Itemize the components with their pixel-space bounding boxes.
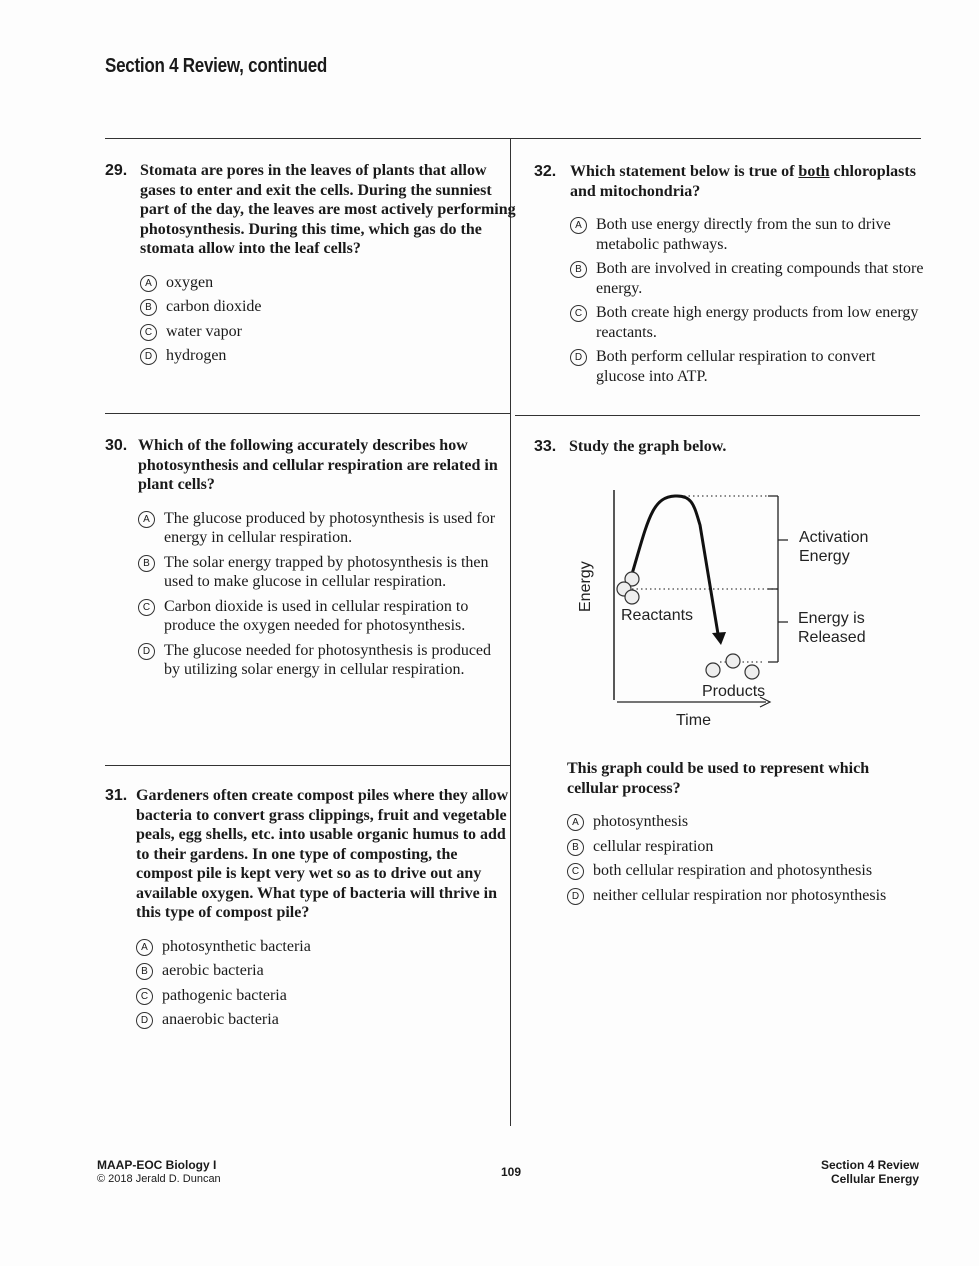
x-axis-label: Time [676,712,711,729]
option-letter: B [567,839,584,856]
option-text: cellular respiration [593,837,714,855]
option-letter: B [138,555,155,572]
question-text: This graph could be used to represent which cellular process? [567,760,870,797]
option-text: aerobic bacteria [162,962,264,979]
option-d[interactable] [567,886,912,906]
footer-left [97,1158,221,1186]
option-letter: A [140,275,157,292]
question-text-part: Which statement below is true of [570,163,799,180]
option-text: photosynthesis [593,813,689,830]
option-text: pathogenic bacteria [162,986,287,1004]
y-axis-label: Energy [577,561,594,612]
reactant-molecules-icon [617,572,639,604]
question-text: Which of the following accurately describes how photosynthesis and cellular respiration are related in plant cells? [138,437,498,493]
copyright: © 2018 Jerald D. Duncan [97,1173,221,1185]
option-letter: D [567,888,584,905]
question-text-part: chloroplasts and mitochondria? [570,163,916,200]
option-letter: C [136,988,153,1005]
page-number: 109 [501,1165,522,1179]
question-number: 31. [105,787,128,804]
question-text: Study the graph below. [569,438,727,455]
option-text: both cellular respiration and photosynthesis [593,862,873,879]
option-letter: C [570,305,587,322]
option-text: Both use energy directly from the sun to drive metabolic pathways. [596,216,891,253]
emphasized-word: both [798,163,830,180]
option-a[interactable] [567,812,912,832]
option-letter: C [567,863,584,880]
option-text: neither cellular respiration nor photosynthesis [593,886,887,904]
question-number: 32. [534,163,557,180]
question-text: Stomata are pores in the leaves of plants that allow gases to enter and exit the cells. During the sunniest part of the day, the leaves are most actively performing photosynthesis. During this time, which gas do the stomata allow into the leaf cells? [140,162,516,257]
option-c[interactable] [567,861,912,881]
option-letter: C [140,324,157,341]
option-text: The glucose produced by photosynthesis is used for energy in cellular respiration. [164,509,496,546]
book-title: MAAP-EOC Biology I [97,1158,217,1172]
page-title: Section 4 Review, continued [105,55,328,77]
option-b[interactable] [567,837,912,857]
option-letter: B [140,299,157,316]
activation-energy-label: Activation [799,529,869,546]
option-letter: A [136,939,153,956]
option-text: carbon dioxide [166,298,262,315]
option-letter: A [570,217,587,234]
option-text: Both perform cellular respiration to convert glucose into ATP. [596,348,876,385]
products-label: Products [702,683,766,700]
footer-right [821,1158,919,1186]
option-text: anaerobic bacteria [162,1011,279,1028]
option-letter: B [136,963,153,980]
option-text: water vapor [166,322,242,340]
option-letter: D [140,348,157,365]
option-letter: A [138,511,155,528]
option-text: photosynthetic bacteria [162,937,311,955]
question-text: Gardeners often create compost piles where they allow bacteria to convert grass clippings, fruit and vegetable peals, egg shells, etc. into usable organic humus to add to their gardens. In one type of composting, the compost pile is kept very wet so as to drive out any available oxygen. What type of bacteria will thrive in this type of compost pile? [136,787,509,921]
question-number: 33. [534,438,557,455]
energy-brackets [768,496,788,662]
option-text: Carbon dioxide is used in cellular respiration to produce the oxygen needed for photosynthesis. [164,597,469,634]
question-33-followup [567,759,912,910]
option-letter: D [570,349,587,366]
topic-name: Cellular Energy [830,1172,919,1186]
section-name: Section 4 Review [820,1158,919,1172]
question-number: 30. [105,437,128,454]
option-text: The solar energy trapped by photosynthesis is then used to make glucose in cellular respiration. [164,553,489,590]
energy-released-label: Released [798,629,866,646]
option-letter: A [567,814,584,831]
product-molecules-icon [706,654,759,679]
question-number: 29. [105,162,128,179]
option-letter: D [136,1012,153,1029]
option-text: Both create high energy products from low energy reactants. [596,304,919,341]
energy-level-lines [632,496,778,662]
reactants-label: Reactants [621,607,694,624]
option-text: The glucose needed for photosynthesis is produced by utilizing solar energy in cellular respiration. [164,641,492,678]
activation-energy-label: Energy [799,548,850,565]
option-text: oxygen [166,273,214,291]
option-letter: B [570,261,587,278]
option-text: Both are involved in creating compounds that store energy. [596,260,924,297]
arrow-head-icon [712,632,726,645]
energy-released-label: Energy is [798,610,865,627]
option-letter: D [138,643,155,660]
option-letter: C [138,599,155,616]
option-text: hydrogen [166,347,227,364]
answer-options [567,812,912,905]
